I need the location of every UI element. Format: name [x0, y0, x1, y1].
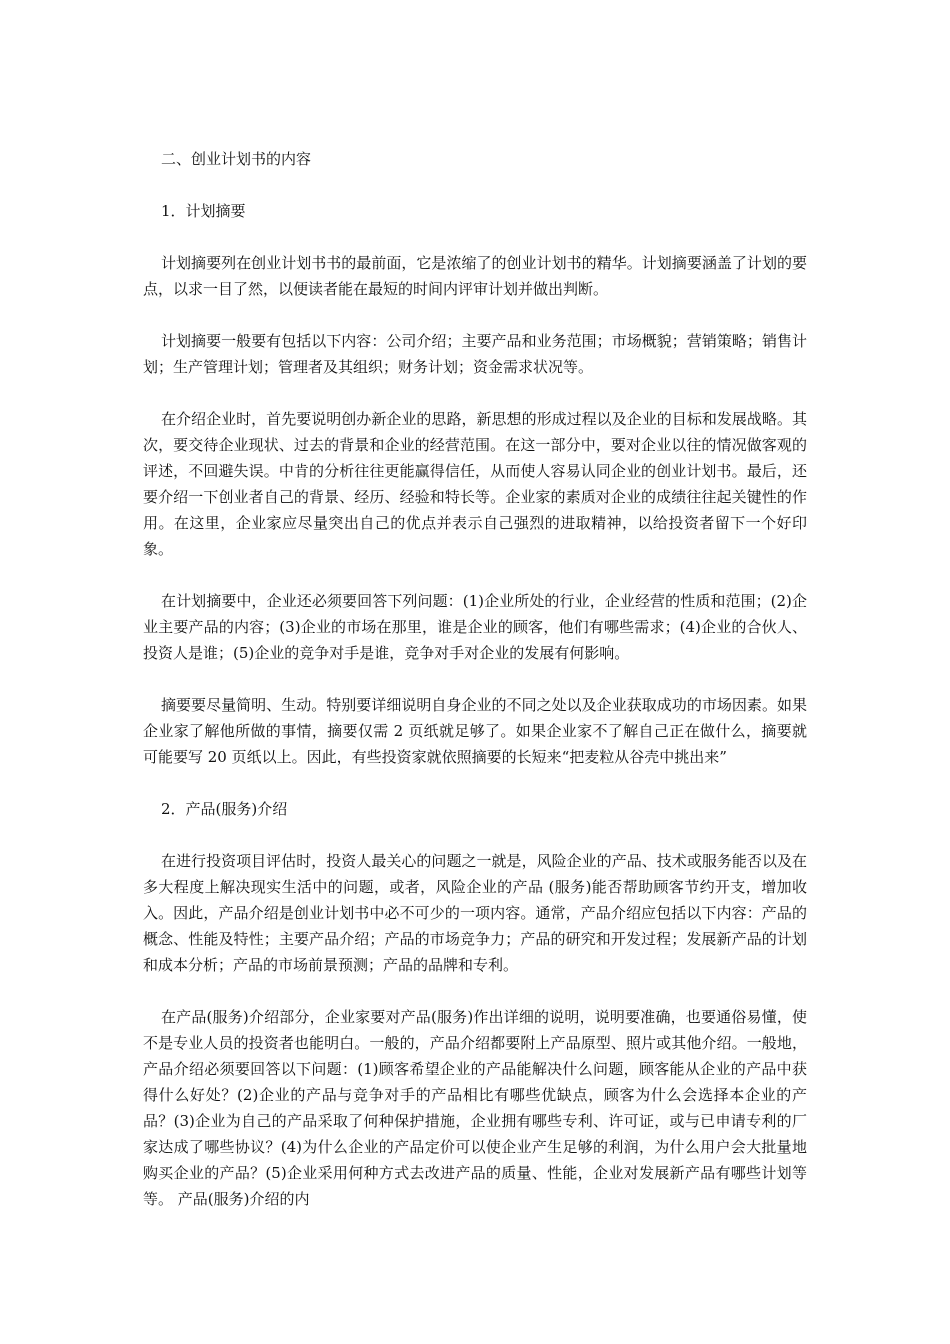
subsection-title-summary: 1．计划摘要 [161, 202, 246, 220]
paragraph: 在产品(服务)介绍部分，企业家要对产品(服务)作出详细的说明，说明要准确，也要通俗易懂，使不是专业人员的投资者也能明白。一般的，产品介绍都要附上产品原型、照片或其他介绍。一般地，产品介绍必须要回答以下问题：(1)顾客希望企业的产品能解决什么问题，顾客能从企业的产品中获得什么好处？(2)企业的产品与竞争对手的产品相比有哪些优缺点，顾客为什么会选择本企业的产品？(3)企业为自己的产品采取了何种保护措施，企业拥有哪些专利、许可证，或与已申请专利的厂家达成了哪些协议？(4)为什么企业的产品定价可以使企业产生足够的利润，为什么用户会大批量地购买企业的产品？(5)企业采用何种方式去改进产品的质量、性能，企业对发展新产品有哪些计划等等。 产品(服务)介绍的内 [143, 1008, 807, 1208]
paragraph: 在介绍企业时，首先要说明创办新企业的思路，新思想的形成过程以及企业的目标和发展战略。其次，要交待企业现状、过去的背景和企业的经营范围。在这一部分中，要对企业以往的情况做客观的评述，不回避失误。中肯的分析往往更能赢得信任，从而使人容易认同企业的创业计划书。最后，还要介绍一下创业者自己的背景、经历、经验和特长等。企业家的素质对企业的成绩往往起关键性的作用。在这里，企业家应尽量突出自己的优点并表示自己强烈的进取精神，以给投资者留下一个好印象。 [143, 410, 807, 558]
paragraph: 在进行投资项目评估时，投资人最关心的问题之一就是，风险企业的产品、技术或服务能否以及在多大程度上解决现实生活中的问题，或者，风险企业的产品 (服务)能否帮助顾客节约开支，增加收入。因此，产品介绍是创业计划书中必不可少的一项内容。通常，产品介绍应包括以下内容：产品的概念、性能及特性；主要产品介绍；产品的市场竞争力；产品的研究和开发过程；发展新产品的计划和成本分析；产品的市场前景预测；产品的品牌和专利。 [143, 852, 807, 974]
paragraph: 计划摘要列在创业计划书书的最前面，它是浓缩了的创业计划书的精华。计划摘要涵盖了计划的要点，以求一目了然，以便读者能在最短的时间内评审计划并做出判断。 [143, 254, 807, 298]
paragraph: 摘要要尽量简明、生动。特别要详细说明自身企业的不同之处以及企业获取成功的市场因素。如果企业家了解他所做的事情，摘要仅需 2 页纸就足够了。如果企业家不了解自己正在做什么，摘要就可能要写 20 页纸以上。因此，有些投资家就依照摘要的长短来“把麦粒从谷壳中挑出来” [143, 696, 807, 766]
paragraph: 在计划摘要中，企业还必须要回答下列问题：(1)企业所处的行业，企业经营的性质和范围；(2)企业主要产品的内容；(3)企业的市场在那里，谁是企业的顾客，他们有哪些需求；(4)企业的合伙人、投资人是谁；(5)企业的竞争对手是谁，竞争对手对企业的发展有何影响。 [143, 592, 807, 662]
subsection-title-product: 2．产品(服务)介绍 [161, 800, 288, 818]
document-page [143, 146, 807, 1212]
section-title: 二、创业计划书的内容 [161, 150, 312, 168]
paragraph: 计划摘要一般要有包括以下内容：公司介绍；主要产品和业务范围；市场概貌；营销策略；销售计划；生产管理计划；管理者及其组织；财务计划；资金需求状况等。 [143, 332, 807, 376]
